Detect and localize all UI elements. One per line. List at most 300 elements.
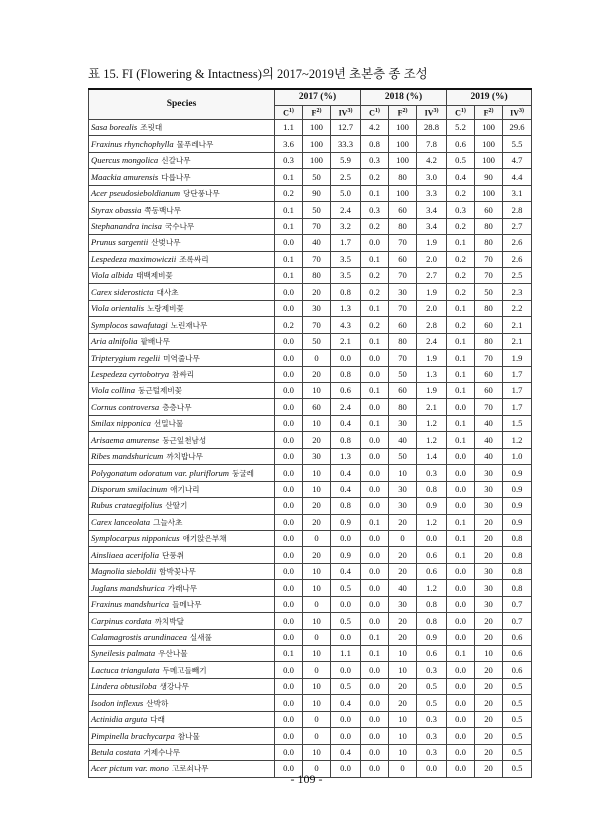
korean-name: 참싸리 <box>172 369 195 379</box>
species-name-cell <box>89 646 275 662</box>
value-cell: 0.0 <box>361 744 389 760</box>
value-cell: 70 <box>389 235 417 251</box>
korean-name: 둥근털제비꽃 <box>138 386 183 396</box>
value-cell: 30 <box>389 415 417 431</box>
korean-name: 두메고들빼기 <box>162 665 207 675</box>
table-row <box>89 514 532 530</box>
scientific-name: Carex siderosticta <box>91 286 154 297</box>
table-caption: 표 15. FI (Flowering & Intactness)의 2017~2019년 초본층 종 조성 <box>88 67 428 81</box>
value-cell: 0.8 <box>503 580 532 596</box>
value-cell: 0.2 <box>275 317 303 333</box>
korean-name: 둥근잎천남성 <box>162 435 207 445</box>
value-cell: 10 <box>389 662 417 678</box>
value-cell: 60 <box>475 317 503 333</box>
value-cell: 0.1 <box>361 300 389 316</box>
value-cell: 1.0 <box>503 448 532 464</box>
species-name-cell <box>89 366 275 382</box>
value-cell: 4.7 <box>503 152 532 168</box>
value-cell: 3.1 <box>503 185 532 201</box>
value-cell: 100 <box>303 136 331 152</box>
species-name-cell <box>89 152 275 168</box>
korean-name: 들메나무 <box>172 600 202 610</box>
scientific-name: Carex lanceolata <box>91 516 151 527</box>
species-name-cell <box>89 448 275 464</box>
value-cell: 1.2 <box>417 415 447 431</box>
species-name-cell <box>89 383 275 399</box>
value-cell: 0.1 <box>275 267 303 283</box>
value-cell: 0.1 <box>275 218 303 234</box>
scientific-name: Lactuca triangulata <box>91 664 160 675</box>
value-cell: 0.2 <box>361 317 389 333</box>
value-cell: 10 <box>303 383 331 399</box>
table-row <box>89 481 532 497</box>
korean-name: 노린재나무 <box>170 320 208 330</box>
value-cell: 0.5 <box>503 744 532 760</box>
korean-name: 선밀나물 <box>153 419 184 429</box>
value-cell: 0.3 <box>417 711 447 727</box>
value-cell: 20 <box>475 514 503 530</box>
value-cell: 0.0 <box>361 662 389 678</box>
species-name-cell <box>89 580 275 596</box>
value-cell: 100 <box>475 120 503 136</box>
scientific-name: Actinidia arguta <box>91 714 148 725</box>
value-cell: 0.3 <box>417 728 447 744</box>
table-row <box>89 202 532 218</box>
value-cell: 10 <box>303 613 331 629</box>
korean-name: 그늘사초 <box>153 517 183 527</box>
value-cell: 0.0 <box>447 711 475 727</box>
value-cell: 0.0 <box>275 629 303 645</box>
value-cell: 0 <box>303 530 331 546</box>
species-name-cell <box>89 613 275 629</box>
value-cell: 0.4 <box>331 415 361 431</box>
value-cell: 0 <box>303 761 331 777</box>
species-name-cell <box>89 169 275 185</box>
value-cell: 0.0 <box>275 530 303 546</box>
scientific-name: Symplocos sawafutagi <box>91 319 168 330</box>
value-cell: 60 <box>389 202 417 218</box>
value-cell: 80 <box>389 333 417 349</box>
value-cell: 90 <box>475 169 503 185</box>
value-cell: 80 <box>303 267 331 283</box>
value-cell: 10 <box>303 481 331 497</box>
value-cell: 70 <box>303 317 331 333</box>
value-cell: 0.1 <box>361 185 389 201</box>
value-cell: 0.1 <box>447 530 475 546</box>
value-cell: 0.0 <box>275 350 303 366</box>
value-cell: 0.0 <box>275 465 303 481</box>
value-cell: 0.0 <box>275 613 303 629</box>
value-cell: 10 <box>303 646 331 662</box>
value-cell: 7.8 <box>417 136 447 152</box>
value-cell: 20 <box>389 547 417 563</box>
value-cell: 0.0 <box>275 678 303 694</box>
korean-name: 당단풍나무 <box>183 189 220 199</box>
value-cell: 100 <box>303 152 331 168</box>
value-cell: 1.4 <box>417 448 447 464</box>
value-cell: 0.1 <box>275 202 303 218</box>
value-cell: 0.6 <box>417 646 447 662</box>
value-cell: 0.2 <box>361 218 389 234</box>
korean-name: 미역줄나무 <box>163 353 200 363</box>
value-cell: 1.3 <box>331 300 361 316</box>
value-cell: 10 <box>303 563 331 579</box>
value-cell: 20 <box>303 547 331 563</box>
value-cell: 0.3 <box>361 152 389 168</box>
value-cell: 30 <box>303 300 331 316</box>
scientific-name: Acer pseudosieboldianum <box>91 188 181 199</box>
species-name-cell <box>89 120 275 136</box>
value-cell: 0.0 <box>361 547 389 563</box>
value-cell: 0.3 <box>417 465 447 481</box>
value-cell: 20 <box>303 284 331 300</box>
scientific-name: Syneilesis palmata <box>91 648 156 659</box>
value-cell: 0.2 <box>447 251 475 267</box>
value-cell: 10 <box>389 646 417 662</box>
table-row <box>89 728 532 744</box>
scientific-name: Ribes mandshuricum <box>91 451 164 462</box>
value-cell: 20 <box>389 629 417 645</box>
value-cell: 0.0 <box>361 613 389 629</box>
value-cell: 10 <box>389 711 417 727</box>
value-cell: 3.0 <box>417 169 447 185</box>
value-cell: 70 <box>475 399 503 415</box>
table-row <box>89 629 532 645</box>
value-cell: 70 <box>475 350 503 366</box>
value-cell: 0.0 <box>447 399 475 415</box>
value-cell: 2.1 <box>417 399 447 415</box>
value-cell: 10 <box>303 678 331 694</box>
value-cell: 50 <box>389 366 417 382</box>
scientific-name: Aria alnifolia <box>91 336 138 347</box>
species-name-cell <box>89 284 275 300</box>
value-cell: 0.0 <box>275 580 303 596</box>
value-cell: 70 <box>303 251 331 267</box>
korean-name: 다래 <box>150 715 165 725</box>
table-row <box>89 580 532 596</box>
scientific-name: Viola albida <box>91 270 134 281</box>
value-cell: 0.5 <box>417 695 447 711</box>
scientific-name: Smilax nipponica <box>91 418 151 429</box>
scientific-name: Polygonatum odoratum var. pluriflorum <box>91 467 229 478</box>
value-cell: 0.1 <box>361 251 389 267</box>
value-cell: 0.0 <box>361 448 389 464</box>
scientific-name: Lespedeza cyrtobotrya <box>91 368 170 379</box>
value-cell: 10 <box>389 728 417 744</box>
value-cell: 60 <box>475 383 503 399</box>
table-row <box>89 169 532 185</box>
value-cell: 2.0 <box>417 300 447 316</box>
value-cell: 0.0 <box>447 744 475 760</box>
value-cell: 30 <box>475 481 503 497</box>
value-cell: 0.1 <box>361 383 389 399</box>
value-cell: 20 <box>389 678 417 694</box>
species-name-cell <box>89 695 275 711</box>
value-cell: 0.0 <box>361 596 389 612</box>
table-row <box>89 152 532 168</box>
value-cell: 0.1 <box>447 350 475 366</box>
value-cell: 50 <box>475 284 503 300</box>
metric-header-c: $C^{1)}$ <box>361 106 389 120</box>
value-cell: 30 <box>389 284 417 300</box>
value-cell: 0.1 <box>275 646 303 662</box>
value-cell: 0.6 <box>503 662 532 678</box>
value-cell: 0.0 <box>447 580 475 596</box>
value-cell: 0.2 <box>361 169 389 185</box>
scientific-name: Juglans mandshurica <box>91 582 165 593</box>
value-cell: 0.8 <box>331 366 361 382</box>
korean-name: 다릅나무 <box>161 172 191 182</box>
value-cell: 2.5 <box>503 267 532 283</box>
table-row <box>89 498 532 514</box>
value-cell: 100 <box>475 136 503 152</box>
value-cell: 70 <box>475 267 503 283</box>
species-name-cell <box>89 498 275 514</box>
value-cell: 20 <box>475 613 503 629</box>
value-cell: 0.0 <box>361 350 389 366</box>
page-number: - 109 - <box>290 772 323 786</box>
value-cell: 0.0 <box>275 300 303 316</box>
scientific-name: Styrax obassia <box>91 204 142 215</box>
value-cell: 5.2 <box>447 120 475 136</box>
value-cell: 0.0 <box>361 432 389 448</box>
value-cell: 0.0 <box>447 498 475 514</box>
value-cell: 0.8 <box>331 432 361 448</box>
value-cell: 0.5 <box>331 580 361 596</box>
species-name-cell <box>89 415 275 431</box>
value-cell: 20 <box>475 728 503 744</box>
value-cell: 10 <box>475 646 503 662</box>
value-cell: 20 <box>389 613 417 629</box>
value-cell: 0.2 <box>447 185 475 201</box>
value-cell: 3.4 <box>417 218 447 234</box>
value-cell: 0.1 <box>447 514 475 530</box>
value-cell: 4.2 <box>361 120 389 136</box>
value-cell: 0.0 <box>275 728 303 744</box>
value-cell: 0.0 <box>361 580 389 596</box>
value-cell: 0.0 <box>275 498 303 514</box>
value-cell: 20 <box>303 366 331 382</box>
value-cell: 5.5 <box>503 136 532 152</box>
value-cell: 0.3 <box>447 202 475 218</box>
korean-name: 신갈나무 <box>161 156 191 166</box>
value-cell: 100 <box>389 120 417 136</box>
table-row <box>89 185 532 201</box>
value-cell: 0.0 <box>331 711 361 727</box>
value-cell: 3.4 <box>417 202 447 218</box>
scientific-name: Ainsliaea acerifolia <box>91 549 160 560</box>
value-cell: 10 <box>303 580 331 596</box>
value-cell: 0.5 <box>331 613 361 629</box>
value-cell: 80 <box>389 218 417 234</box>
scientific-name: Isodon inflexus <box>91 697 144 708</box>
korean-name: 산박하 <box>146 698 169 708</box>
korean-name: 까치밥나무 <box>166 452 204 462</box>
scientific-name: Tripterygium regelii <box>91 352 161 363</box>
value-cell: 0.7 <box>503 596 532 612</box>
value-cell: 30 <box>389 481 417 497</box>
value-cell: 0.0 <box>275 383 303 399</box>
korean-name: 층층나무 <box>162 402 192 412</box>
species-name-cell <box>89 530 275 546</box>
value-cell: 20 <box>475 629 503 645</box>
value-cell: 0.0 <box>275 514 303 530</box>
value-cell: 0.6 <box>417 563 447 579</box>
metric-header-f: $F^{2)}$ <box>389 106 417 120</box>
scientific-name: Acer pictum var. mono <box>91 763 169 774</box>
value-cell: 0.0 <box>361 498 389 514</box>
korean-name: 단풍취 <box>162 550 185 560</box>
value-cell: 80 <box>475 333 503 349</box>
value-cell: 100 <box>475 152 503 168</box>
value-cell: 0.0 <box>275 761 303 777</box>
value-cell: 10 <box>389 465 417 481</box>
value-cell: 0.0 <box>447 596 475 612</box>
korean-name: 가래나무 <box>167 583 198 593</box>
value-cell: 90 <box>303 185 331 201</box>
value-cell: 0.0 <box>361 530 389 546</box>
species-name-cell <box>89 350 275 366</box>
value-cell: 0.0 <box>331 629 361 645</box>
value-cell: 0.0 <box>361 761 389 777</box>
table-row <box>89 678 532 694</box>
value-cell: 1.2 <box>417 432 447 448</box>
value-cell: 2.4 <box>331 202 361 218</box>
value-cell: 2.4 <box>417 333 447 349</box>
value-cell: 0.0 <box>447 695 475 711</box>
value-cell: 60 <box>389 317 417 333</box>
value-cell: 0.1 <box>275 169 303 185</box>
value-cell: 20 <box>475 662 503 678</box>
table-body <box>89 120 532 778</box>
value-cell: 0.1 <box>447 300 475 316</box>
value-cell: 0.6 <box>503 646 532 662</box>
value-cell: 0.8 <box>503 563 532 579</box>
value-cell: 40 <box>389 432 417 448</box>
table-row <box>89 613 532 629</box>
value-cell: 60 <box>389 383 417 399</box>
value-cell: 60 <box>389 251 417 267</box>
value-cell: 80 <box>475 300 503 316</box>
value-cell: 0.0 <box>275 235 303 251</box>
table-row <box>89 251 532 267</box>
korean-name: 거제수나무 <box>143 748 181 758</box>
year-header-2017: 2017 (%) <box>275 89 361 106</box>
value-cell: 1.1 <box>331 646 361 662</box>
value-cell: 0.8 <box>417 481 447 497</box>
value-cell: 0.1 <box>447 547 475 563</box>
value-cell: 10 <box>303 465 331 481</box>
value-cell: 50 <box>389 448 417 464</box>
table-row <box>89 563 532 579</box>
value-cell: 80 <box>389 399 417 415</box>
year-header-2018: 2018 (%) <box>361 89 447 106</box>
species-name-cell <box>89 235 275 251</box>
value-cell: 0 <box>303 711 331 727</box>
korean-name: 대사초 <box>156 287 179 297</box>
value-cell: 20 <box>475 711 503 727</box>
value-cell: 0.0 <box>447 761 475 777</box>
value-cell: 20 <box>475 761 503 777</box>
species-name-cell <box>89 317 275 333</box>
value-cell: 0.1 <box>361 629 389 645</box>
value-cell: 0.0 <box>275 366 303 382</box>
value-cell: 30 <box>475 465 503 481</box>
korean-name: 애기앉은부채 <box>182 534 227 544</box>
table-row <box>89 366 532 382</box>
korean-name: 산벚나무 <box>151 238 181 248</box>
value-cell: 0.3 <box>417 744 447 760</box>
value-cell: 0.2 <box>447 267 475 283</box>
value-cell: 1.9 <box>417 235 447 251</box>
value-cell: 0.5 <box>503 711 532 727</box>
year-header-2019: 2019 (%) <box>447 89 532 106</box>
value-cell: 0.0 <box>275 432 303 448</box>
value-cell: 0.5 <box>447 152 475 168</box>
value-cell: 2.7 <box>417 267 447 283</box>
korean-name: 참나물 <box>177 731 200 741</box>
table-row <box>89 399 532 415</box>
table-row <box>89 646 532 662</box>
species-name-cell <box>89 629 275 645</box>
korean-name: 고로쇠나무 <box>171 764 209 774</box>
value-cell: 1.2 <box>417 580 447 596</box>
value-cell: 0.5 <box>503 678 532 694</box>
value-cell: 60 <box>475 202 503 218</box>
korean-name: 우산나물 <box>158 649 188 659</box>
scientific-name: Symplocarpus nipponicus <box>91 533 180 544</box>
value-cell: 33.3 <box>331 136 361 152</box>
value-cell: 0.0 <box>447 662 475 678</box>
value-cell: 20 <box>475 530 503 546</box>
scientific-name: Maackia amurensis <box>91 171 159 182</box>
scientific-name: Viola orientalis <box>91 303 145 314</box>
value-cell: 80 <box>475 235 503 251</box>
species-name-cell <box>89 547 275 563</box>
value-cell: 0.3 <box>361 202 389 218</box>
value-cell: 0.1 <box>447 333 475 349</box>
value-cell: 2.4 <box>331 399 361 415</box>
value-cell: 2.3 <box>503 284 532 300</box>
value-cell: 5.9 <box>331 152 361 168</box>
value-cell: 1.1 <box>275 120 303 136</box>
value-cell: 28.8 <box>417 120 447 136</box>
value-cell: 0 <box>303 662 331 678</box>
metric-header-c: $C^{1)}$ <box>447 106 475 120</box>
species-name-cell <box>89 333 275 349</box>
metric-header-iv: IV$^{3)}$ <box>417 106 447 120</box>
species-name-cell <box>89 662 275 678</box>
table-row <box>89 530 532 546</box>
metric-header-f: $F^{2)}$ <box>475 106 503 120</box>
value-cell: 0.0 <box>275 481 303 497</box>
metric-header-c: $C^{1)}$ <box>275 106 303 120</box>
scientific-name: Viola collina <box>91 385 135 396</box>
korean-name: 태백제비꽃 <box>136 271 173 281</box>
species-name-cell <box>89 202 275 218</box>
value-cell: 30 <box>303 448 331 464</box>
value-cell: 0.1 <box>447 366 475 382</box>
value-cell: 0.1 <box>447 646 475 662</box>
value-cell: 0.0 <box>447 728 475 744</box>
value-cell: 0.6 <box>417 547 447 563</box>
value-cell: 2.7 <box>503 218 532 234</box>
value-cell: 0.2 <box>447 218 475 234</box>
metric-header-f: $F^{2)}$ <box>303 106 331 120</box>
value-cell: 30 <box>475 498 503 514</box>
table-row <box>89 120 532 136</box>
value-cell: 0.4 <box>331 563 361 579</box>
